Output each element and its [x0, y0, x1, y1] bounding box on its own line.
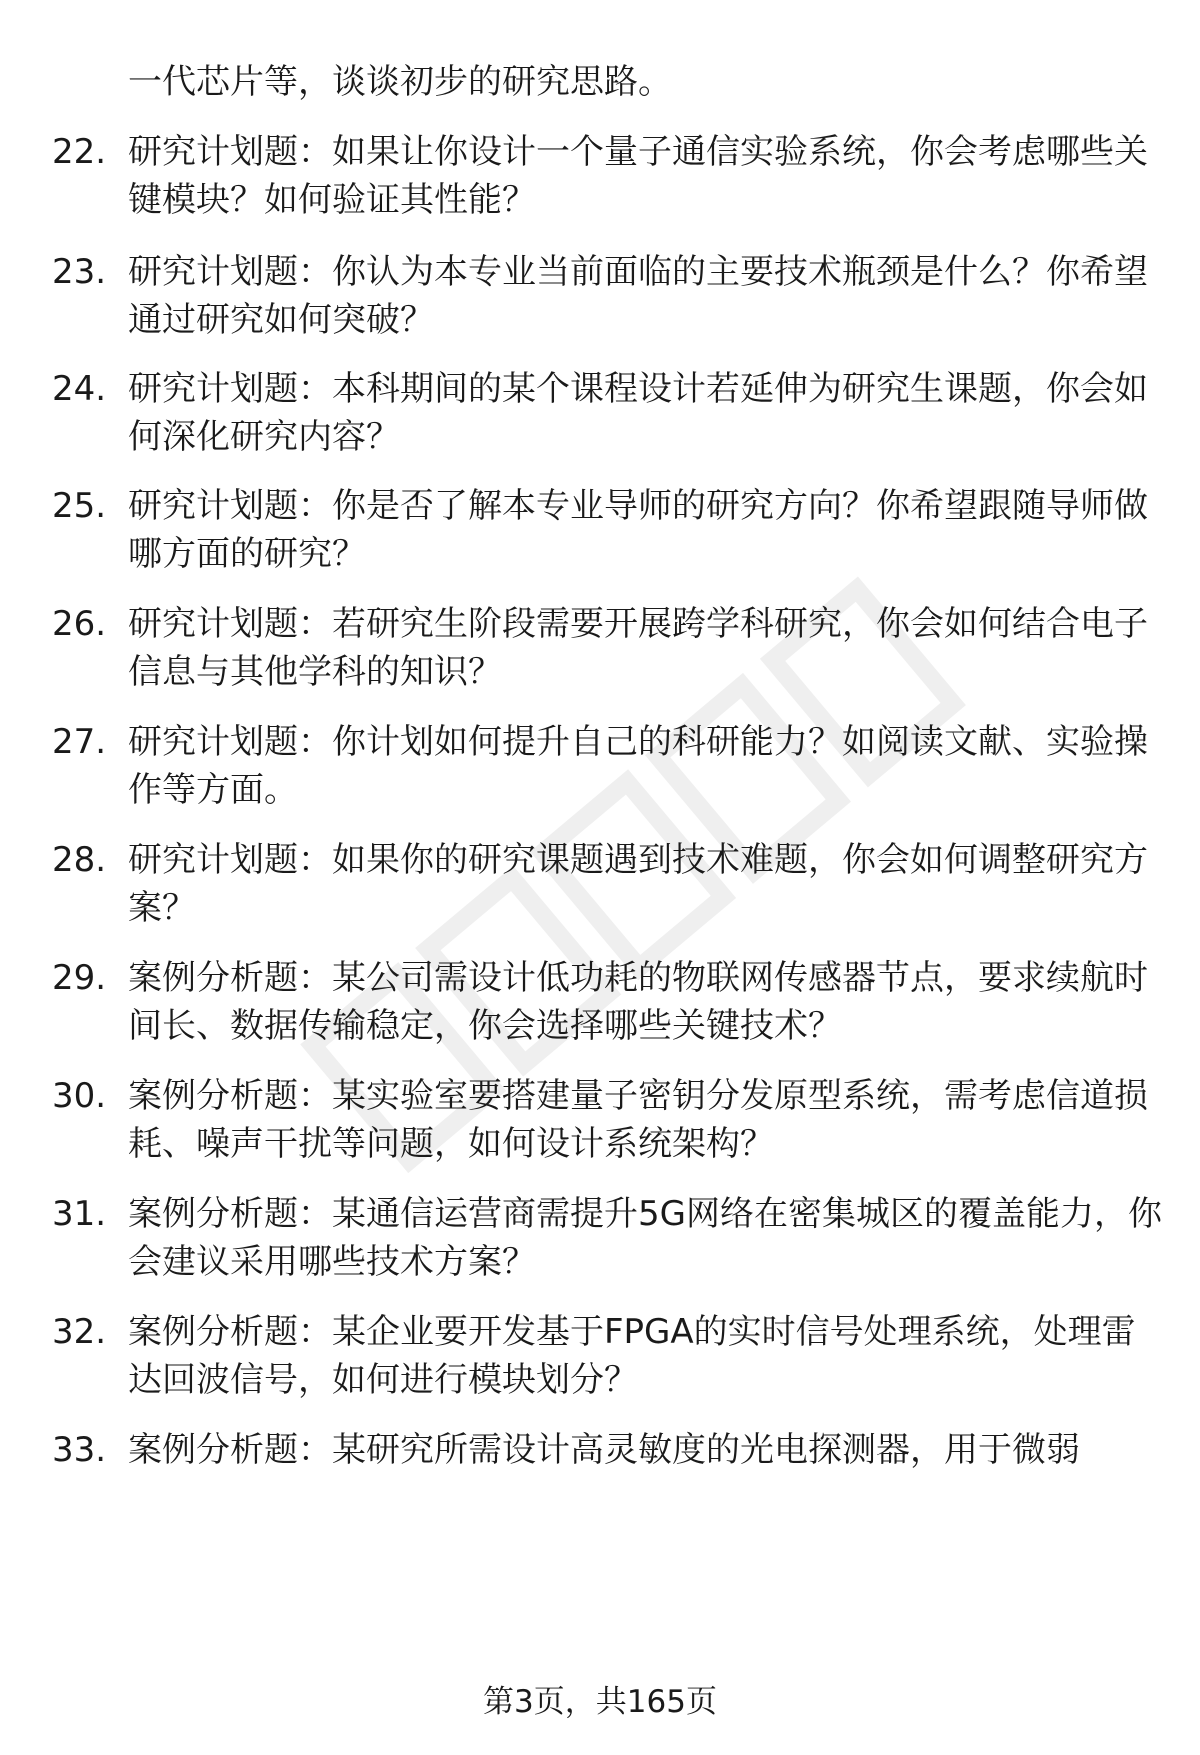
- question-item: [52, 600, 1162, 696]
- question-text: 研究计划题：你是否了解本专业导师的研究方向？你希望跟随导师做哪方面的研究？: [128, 486, 1148, 574]
- question-text: 案例分析题：某企业要开发基于FPGA的实时信号处理系统，处理雷达回波信号，如何进行模块划分？: [128, 1312, 1136, 1400]
- question-number: 33.: [52, 1430, 107, 1470]
- question-number: 24.: [52, 369, 107, 409]
- question-number: 22.: [52, 132, 107, 172]
- question-item: [52, 954, 1162, 1050]
- question-number: 28.: [52, 840, 107, 880]
- question-text: 研究计划题：你认为本专业当前面临的主要技术瓶颈是什么？你希望通过研究如何突破？: [128, 252, 1148, 340]
- question-number: 27.: [52, 722, 107, 762]
- question-item: [52, 836, 1162, 932]
- question-number: 25.: [52, 486, 107, 526]
- page-footer: 第3页，共165页: [483, 1684, 717, 1720]
- question-item: [52, 1308, 1162, 1404]
- question-number: 23.: [52, 252, 107, 292]
- question-text: 案例分析题：某公司需设计低功耗的物联网传感器节点，要求续航时间长、数据传输稳定，你会选择哪些关键技术？: [128, 958, 1148, 1046]
- continuation-text: 一代芯片等，谈谈初步的研究思路。: [128, 62, 672, 102]
- question-item: [52, 248, 1162, 344]
- question-item: [52, 1072, 1162, 1168]
- question-text: 案例分析题：某实验室要搭建量子密钥分发原型系统，需考虑信道损耗、噪声干扰等问题，如何设计系统架构？: [128, 1076, 1148, 1164]
- question-item: [52, 365, 1162, 461]
- question-item: [52, 1426, 1162, 1474]
- question-item: [52, 128, 1162, 224]
- question-text: 研究计划题：本科期间的某个课程设计若延伸为研究生课题，你会如何深化研究内容？: [128, 369, 1148, 457]
- question-item: [52, 718, 1162, 814]
- question-item: [52, 1190, 1162, 1286]
- question-text: 案例分析题：某通信运营商需提升5G网络在密集城区的覆盖能力，你会建议采用哪些技术方案？: [128, 1194, 1162, 1282]
- question-number: 29.: [52, 958, 107, 998]
- question-text: 研究计划题：如果你的研究课题遇到技术难题，你会如何调整研究方案？: [128, 840, 1148, 928]
- question-text: 研究计划题：若研究生阶段需要开展跨学科研究，你会如何结合电子信息与其他学科的知识？: [128, 604, 1148, 692]
- question-text: 研究计划题：你计划如何提升自己的科研能力？如阅读文献、实验操作等方面。: [128, 722, 1148, 810]
- question-number: 30.: [52, 1076, 107, 1116]
- question-number: 26.: [52, 604, 107, 644]
- question-text: 研究计划题：如果让你设计一个量子通信实验系统，你会考虑哪些关键模块？如何验证其性能？: [128, 132, 1148, 220]
- question-number: 32.: [52, 1312, 107, 1352]
- question-item: [52, 482, 1162, 578]
- question-number: 31.: [52, 1194, 107, 1234]
- question-text: 案例分析题：某研究所需设计高灵敏度的光电探测器，用于微弱: [128, 1430, 1080, 1470]
